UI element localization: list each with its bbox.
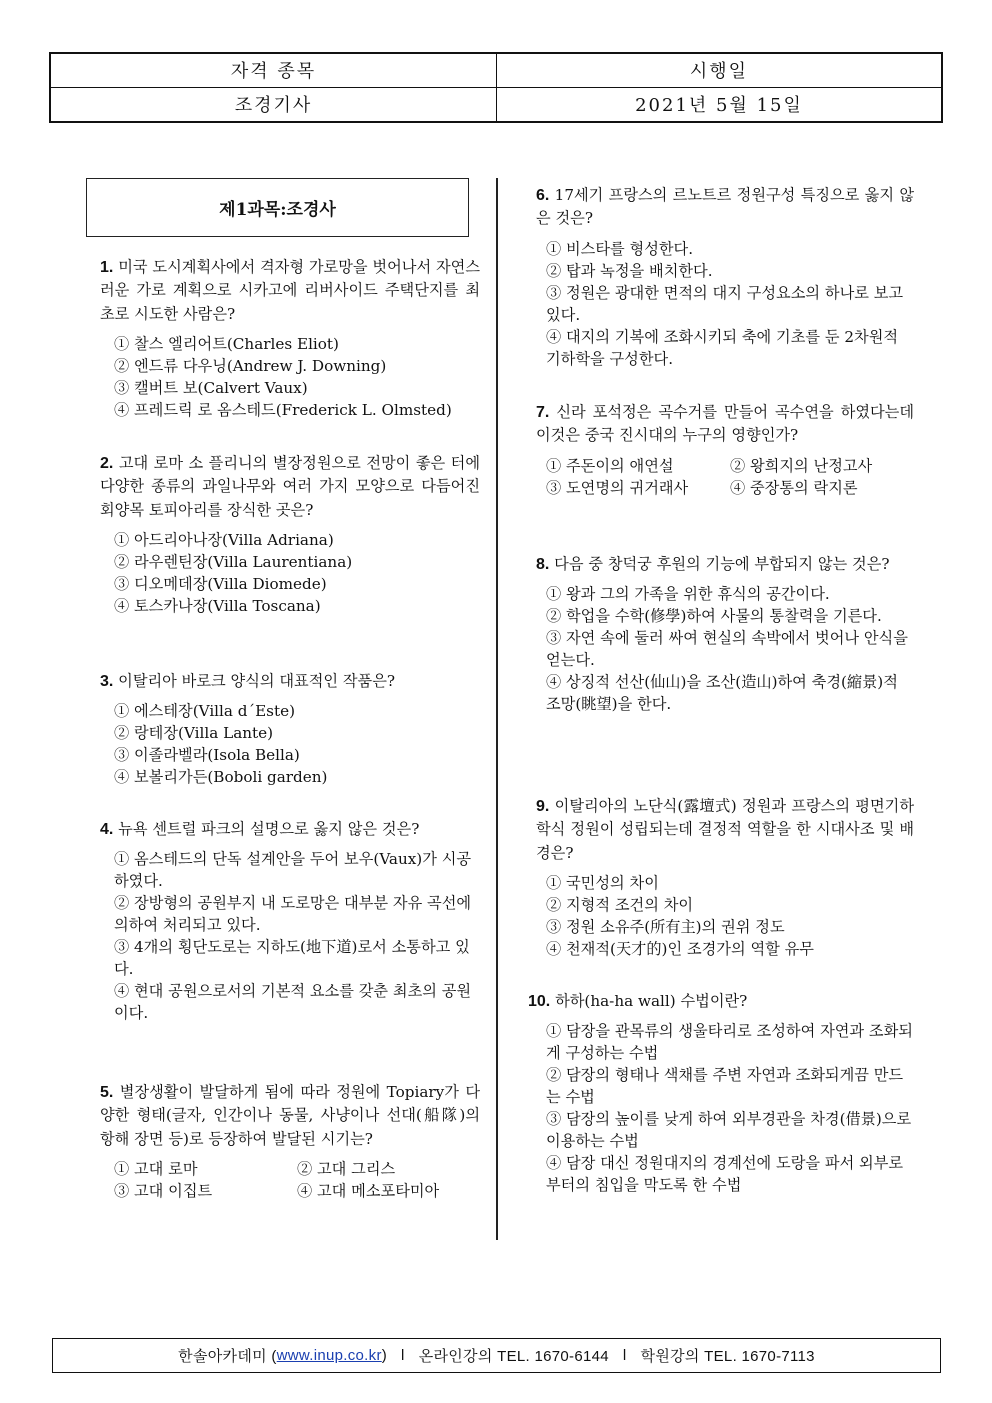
- footer: [52, 1338, 941, 1373]
- offline-phone: 학원강의 TEL. 1670-7113: [640, 1348, 815, 1365]
- option: ① 아드리아나장(Villa Adriana): [114, 530, 334, 549]
- option: ④ 현대 공원으로서의 기본적 요소를 갖춘 최초의 공원이다.: [114, 982, 472, 1023]
- question-number: 10.: [528, 993, 551, 1010]
- option: ① 에스테장(Villa d´Este): [114, 702, 295, 721]
- option: ③ 자연 속에 둘러 싸여 현실의 속박에서 벗어나 안식을 얻는다.: [546, 629, 908, 670]
- option: ② 고대 그리스: [297, 1159, 396, 1178]
- option: ③ 이졸라벨라(Isola Bella): [114, 746, 300, 765]
- question-stem: 신라 포석정은 곡수거를 만들어 곡수연을 하였다는데 이것은 중국 진시대의 누구의 영향인가?: [536, 403, 914, 445]
- question-number: 5.: [100, 1084, 114, 1101]
- question-3: [100, 670, 480, 788]
- question-number: 8.: [536, 556, 550, 573]
- exam-info-table: [49, 52, 943, 123]
- paren-close: ): [381, 1347, 388, 1364]
- option: ② 탑과 녹정을 배치한다.: [546, 261, 713, 280]
- option: ① 국민성의 차이: [546, 873, 659, 892]
- question-number: 2.: [100, 455, 114, 472]
- date-label: 시행일: [497, 54, 941, 88]
- question-number: 1.: [100, 259, 114, 276]
- option: ③ 정원은 광대한 면적의 대지 구성요소의 하나로 보고 있다.: [546, 283, 904, 324]
- option: ② 랑테장(Villa Lante): [114, 724, 274, 743]
- option: ① 찰스 엘리어트(Charles Eliot): [114, 334, 339, 353]
- column-divider: [496, 178, 498, 1240]
- option: ② 엔드류 다우닝(Andrew J. Downing): [114, 356, 387, 375]
- option: ③ 고대 이집트: [114, 1181, 213, 1200]
- question-stem: 이탈리아 바로크 양식의 대표적인 작품은?: [118, 672, 396, 690]
- question-4: [100, 818, 480, 1024]
- option: ① 고대 로마: [114, 1159, 198, 1178]
- question-stem: 미국 도시계획사에서 격자형 가로망을 벗어나서 자연스러운 가로 계획으로 시카고에 리버사이드 주택단지를 최초로 시도한 사람은?: [100, 258, 481, 323]
- question-number: 7.: [536, 404, 550, 421]
- option: ④ 보볼리가든(Boboli garden): [114, 768, 328, 787]
- option: ① 주돈이의 애연설: [546, 456, 674, 475]
- subject-label: 자격 종목: [51, 54, 497, 88]
- question-number: 9.: [536, 798, 550, 815]
- option: ③ 정원 소유주(所有主)의 권위 정도: [546, 917, 785, 936]
- question-number: 6.: [536, 187, 550, 204]
- question-stem: 17세기 프랑스의 르노트르 정원구성 특징으로 옳지 않은 것은?: [536, 186, 915, 228]
- option: ① 옴스테드의 단독 설계안을 두어 보우(Vaux)가 시공하였다.: [114, 850, 472, 891]
- option: ④ 중장통의 락지론: [730, 478, 858, 497]
- option: ④ 상징적 선산(仙山)을 조산(造山)하여 축경(縮景)적 조망(眺望)을 한다.: [546, 673, 898, 714]
- separator: l: [401, 1347, 405, 1364]
- option: ④ 토스카나장(Villa Toscana): [114, 596, 321, 615]
- section-title: 제1과목:조경사: [86, 178, 469, 237]
- option: ③ 도연명의 귀거래사: [546, 478, 689, 497]
- question-stem: 하하(ha-ha wall) 수법이란?: [555, 992, 748, 1010]
- option: ① 담장을 관목류의 생울타리로 조성하여 자연과 조화되게 구성하는 수법: [546, 1022, 913, 1063]
- option: ① 비스타를 형성한다.: [546, 239, 694, 258]
- option: ④ 담장 대신 정원대지의 경계선에 도랑을 파서 외부로부터의 침입을 막도록 한 수법: [546, 1154, 904, 1195]
- question-8: [536, 553, 914, 715]
- question-stem: 고대 로마 소 플리니의 별장정원으로 전망이 좋은 터에 다양한 종류의 과일나무와 여러 가지 모양으로 다듬어진 회양목 토피아리를 장식한 곳은?: [100, 454, 481, 519]
- option: ② 라우렌틴장(Villa Laurentiana): [114, 552, 353, 571]
- academy-name: 한솔아카데미 (: [178, 1348, 277, 1365]
- question-stem: 별장생활이 발달하게 됨에 따라 정원에 Topiary가 다양한 형태(글자, 인간이나 동물, 사냥이나 선대(船隊)의 항해 장면 등)로 등장하여 발달된 시기는?: [100, 1083, 480, 1148]
- option: ④ 천재적(天才的)인 조경가의 역할 유무: [546, 939, 814, 958]
- option: ② 학업을 수학(修學)하여 사물의 통찰력을 기른다.: [546, 607, 882, 626]
- option: ① 왕과 그의 가족을 위한 휴식의 공간이다.: [546, 585, 830, 604]
- option: ③ 디오메데장(Villa Diomede): [114, 574, 327, 593]
- question-1: [100, 256, 480, 421]
- question-5: [100, 1081, 480, 1202]
- option: ④ 고대 메소포타미아: [297, 1181, 440, 1200]
- question-10: [528, 990, 914, 1196]
- subject-value: 조경기사: [51, 88, 497, 122]
- question-number: 4.: [100, 821, 114, 838]
- option: ④ 프레드릭 로 옴스테드(Frederick L. Olmsted): [114, 400, 452, 419]
- option: ③ 담장의 높이를 낮게 하여 외부경관을 차경(借景)으로 이용하는 수법: [546, 1110, 912, 1151]
- question-stem: 이탈리아의 노단식(露壇式) 정원과 프랑스의 평면기하학식 정원이 성립되는데 결정적 역할을 한 시대사조 및 배경은?: [536, 797, 914, 862]
- option: ② 왕희지의 난정고사: [730, 456, 873, 475]
- question-stem: 뉴욕 센트럴 파크의 설명으로 옳지 않은 것은?: [118, 820, 420, 838]
- option: ② 담장의 형태나 색채를 주변 자연과 조화되게끔 만드는 수법: [546, 1066, 904, 1107]
- question-2: [100, 452, 480, 617]
- question-number: 3.: [100, 673, 114, 690]
- question-9: [536, 795, 914, 960]
- question-stem: 다음 중 창덕궁 후원의 기능에 부합되지 않는 것은?: [554, 555, 890, 573]
- date-value: 2021년 5월 15일: [635, 95, 803, 117]
- academy-website-link[interactable]: www.inup.co.kr: [276, 1347, 382, 1364]
- option: ③ 캘버트 보(Calvert Vaux): [114, 378, 308, 397]
- question-7: [536, 401, 914, 499]
- question-6: [536, 184, 914, 370]
- option: ④ 대지의 기복에 조화시키되 축에 기초를 둔 2차원적 기하학을 구성한다.: [546, 327, 899, 368]
- option: ③ 4개의 횡단도로는 지하도(地下道)로서 소통하고 있다.: [114, 938, 470, 979]
- separator: l: [622, 1347, 627, 1364]
- online-phone: 온라인강의 TEL. 1670-6144: [418, 1348, 609, 1365]
- option: ② 지형적 조건의 차이: [546, 895, 694, 914]
- option: ② 장방형의 공원부지 내 도로망은 대부분 자유 곡선에 의하여 처리되고 있다.: [114, 894, 472, 935]
